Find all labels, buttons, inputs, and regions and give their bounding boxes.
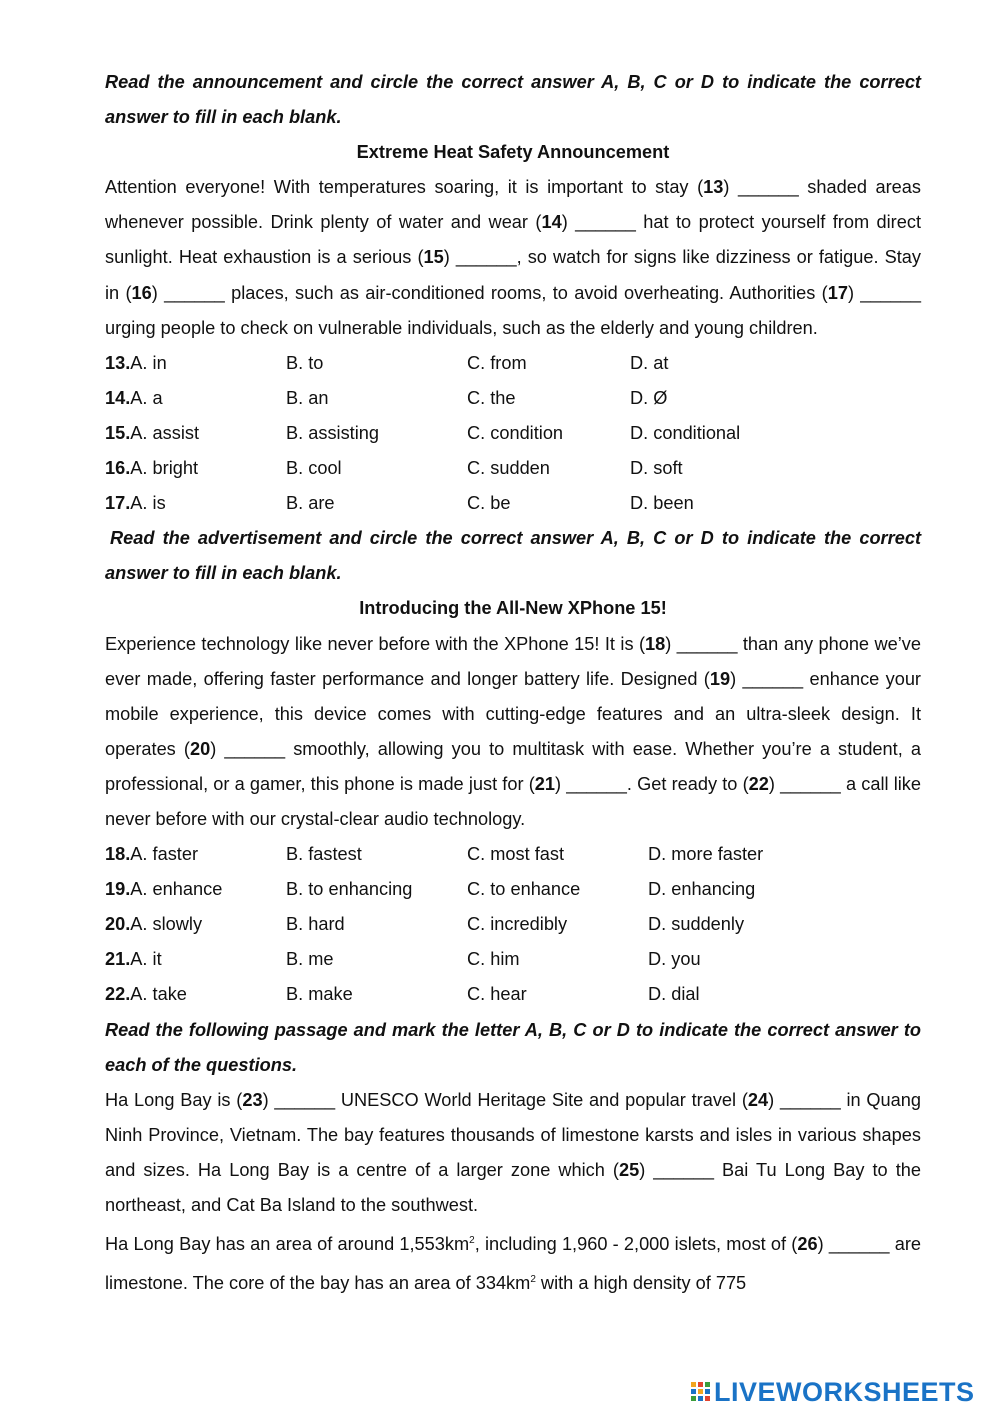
option-d[interactable]: D. suddenly (648, 914, 745, 935)
option-a-label: A. a (130, 387, 163, 408)
option-d[interactable]: D. dial (648, 984, 700, 1005)
passage-text: ) ______ urging people to check on vulnerable individuals, such as the elderly and young children. (105, 282, 921, 338)
section1-title: Extreme Heat Safety Announcement (356, 142, 670, 163)
question-number: 17. (105, 493, 131, 514)
passage-text: Ha Long Bay has an area of around 1,553km (105, 1234, 470, 1255)
option-c[interactable]: C. most fast (467, 844, 565, 865)
passage-text: ) ______. Get ready to ( (554, 773, 749, 794)
passage-text: Ha Long Bay is ( (105, 1089, 243, 1110)
question-number: 18. (105, 844, 131, 865)
blank-number: 24 (747, 1089, 769, 1110)
passage-text: ) ______ a call like never before with our crystal-clear audio technology. (105, 773, 921, 829)
option-a-label: A. bright (130, 458, 199, 479)
option-a-label: A. is (130, 493, 166, 514)
blank-number: 20 (189, 738, 211, 759)
section1-passage (105, 170, 921, 345)
logo-text: LIVEWORKSHEETS (714, 1377, 975, 1407)
option-a-label: A. slowly (130, 914, 203, 935)
passage-text: Attention everyone! With temperatures soaring, it is important to stay ( (105, 177, 704, 198)
option-b[interactable]: B. to (286, 352, 324, 373)
liveworksheets-logo (690, 1376, 975, 1408)
option-d[interactable]: D. at (630, 352, 669, 373)
blank-number: 23 (242, 1089, 263, 1110)
option-a[interactable] (105, 907, 286, 942)
option-c[interactable]: C. be (467, 493, 511, 514)
passage-text: ) ______ enhance your mobile experience, this device comes with cutting-edge features and an ultra-sleek design. It operates ( (105, 668, 921, 759)
question-row (105, 942, 921, 977)
blank-number: 22 (748, 773, 769, 794)
question-row (105, 837, 921, 872)
question-number: 13. (105, 352, 131, 373)
option-a[interactable] (105, 486, 286, 521)
section2-instruction: Read the advertisement and circle the correct answer A, B, C or D to indicate the correct answer to fill in each blank. (105, 528, 921, 584)
blank-number: 14 (541, 212, 562, 233)
option-a[interactable] (105, 451, 286, 486)
option-a[interactable] (105, 942, 286, 977)
option-c[interactable]: C. him (467, 949, 520, 970)
section3-paragraph-1 (105, 1083, 921, 1223)
passage-text: ) ______ Bai Tu Long Bay to the northeast, and Cat Ba Island to the southwest. (105, 1159, 921, 1215)
blank-number: 16 (131, 282, 152, 303)
option-b[interactable]: B. fastest (286, 844, 362, 865)
option-a[interactable] (105, 872, 286, 907)
section2-questions (105, 837, 921, 1012)
question-number: 21. (105, 949, 131, 970)
option-b[interactable]: B. hard (286, 914, 345, 935)
option-a[interactable] (105, 977, 286, 1012)
option-d[interactable]: D. Ø (630, 387, 668, 408)
option-c[interactable]: C. the (467, 387, 516, 408)
question-row (105, 977, 921, 1012)
passage-text: ) ______ shaded areas whenever possible. Drink plenty of water and wear ( (105, 177, 921, 233)
option-a-label: A. take (130, 984, 187, 1005)
passage-text: , including 1,960 - 2,000 islets, most of ( (474, 1234, 798, 1255)
passage-text: ) ______ UNESCO World Heritage Site and popular travel ( (262, 1089, 748, 1110)
option-a-label: A. in (130, 352, 167, 373)
section3-instruction: Read the following passage and mark the letter A, B, C or D to indicate the correct answer to each of the questions. (105, 1019, 921, 1075)
question-row (105, 346, 921, 381)
question-number: 14. (105, 387, 131, 408)
question-row (105, 486, 921, 521)
option-b[interactable]: B. make (286, 984, 353, 1005)
question-row (105, 451, 921, 486)
question-row (105, 416, 921, 451)
option-c[interactable]: C. to enhance (467, 879, 581, 900)
superscript: 2 (469, 1235, 475, 1247)
passage-text: ) ______, so watch for signs like dizziness or fatigue. Stay in ( (105, 247, 921, 303)
liveworksheets-logo-icon (690, 1379, 712, 1405)
option-b[interactable]: B. cool (286, 458, 342, 479)
passage-text: Experience technology like never before with the XPhone 15! It is ( (105, 633, 646, 654)
blank-number: 15 (423, 247, 444, 268)
blank-number: 25 (618, 1159, 640, 1180)
blank-number: 18 (645, 633, 666, 654)
option-d[interactable]: D. you (648, 949, 701, 970)
blank-number: 17 (827, 282, 848, 303)
question-row (105, 381, 921, 416)
option-d[interactable]: D. conditional (630, 422, 741, 443)
blank-number: 26 (797, 1234, 818, 1255)
question-row (105, 872, 921, 907)
passage-text: with a high density of 775 (535, 1273, 747, 1294)
passage-text: ) ______ smoothly, allowing you to multitask with ease. Whether you’re a student, a professional, or a gamer, this phone is made just for ( (105, 738, 922, 794)
section1-instruction: Read the announcement and circle the correct answer A, B, C or D to indicate the correct answer to fill in each blank. (105, 72, 921, 128)
option-a-label: A. it (130, 949, 162, 970)
option-a[interactable] (105, 416, 286, 451)
passage-text: ) ______ places, such as air-conditioned rooms, to avoid overheating. Authorities ( (151, 282, 828, 303)
option-b[interactable]: B. an (286, 387, 329, 408)
section3-paragraph-2 (105, 1223, 921, 1301)
passage-text: ) ______ than any phone we’ve ever made, offering faster performance and longer battery life. Designed ( (105, 633, 921, 689)
option-d[interactable]: D. been (630, 493, 694, 514)
option-a[interactable] (105, 837, 286, 872)
option-d[interactable]: D. soft (630, 458, 683, 479)
question-number: 20. (105, 914, 131, 935)
option-b[interactable]: B. assisting (286, 422, 379, 443)
section1-questions (105, 346, 921, 521)
blank-number: 13 (703, 177, 724, 198)
question-number: 22. (105, 984, 131, 1005)
option-d[interactable]: D. enhancing (648, 879, 756, 900)
passage-text: ) ______ in Quang Ninh Province, Vietnam. The bay features thousands of limestone karsts and isles in various shapes and sizes. Ha Long Bay is a centre of a larger zone which ( (105, 1089, 921, 1180)
option-c[interactable]: C. condition (467, 422, 564, 443)
worksheet-page (105, 65, 921, 1301)
question-number: 15. (105, 422, 131, 443)
question-number: 16. (105, 458, 131, 479)
question-row (105, 907, 921, 942)
option-d[interactable]: D. more faster (648, 844, 764, 865)
blank-number: 21 (534, 773, 555, 794)
passage-text: ) ______ are limestone. The core of the bay has an area of 334km (105, 1234, 921, 1294)
section2-title: Introducing the All-New XPhone 15! (359, 598, 667, 619)
option-c[interactable]: C. hear (467, 984, 527, 1005)
option-c[interactable]: C. sudden (467, 458, 550, 479)
passage-text: ) ______ hat to protect yourself from direct sunlight. Heat exhaustion is a serious ( (105, 212, 921, 268)
superscript: 2 (530, 1274, 536, 1286)
option-c[interactable]: C. incredibly (467, 914, 568, 935)
option-b[interactable]: B. to enhancing (286, 879, 413, 900)
option-a-label: A. assist (130, 422, 200, 443)
option-c[interactable]: C. from (467, 352, 527, 373)
option-a-label: A. faster (130, 844, 199, 865)
option-a[interactable] (105, 346, 286, 381)
section2-passage (105, 627, 921, 838)
question-number: 19. (105, 879, 131, 900)
option-b[interactable]: B. me (286, 949, 334, 970)
option-b[interactable]: B. are (286, 493, 335, 514)
blank-number: 19 (709, 668, 731, 689)
option-a[interactable] (105, 381, 286, 416)
option-a-label: A. enhance (130, 879, 223, 900)
